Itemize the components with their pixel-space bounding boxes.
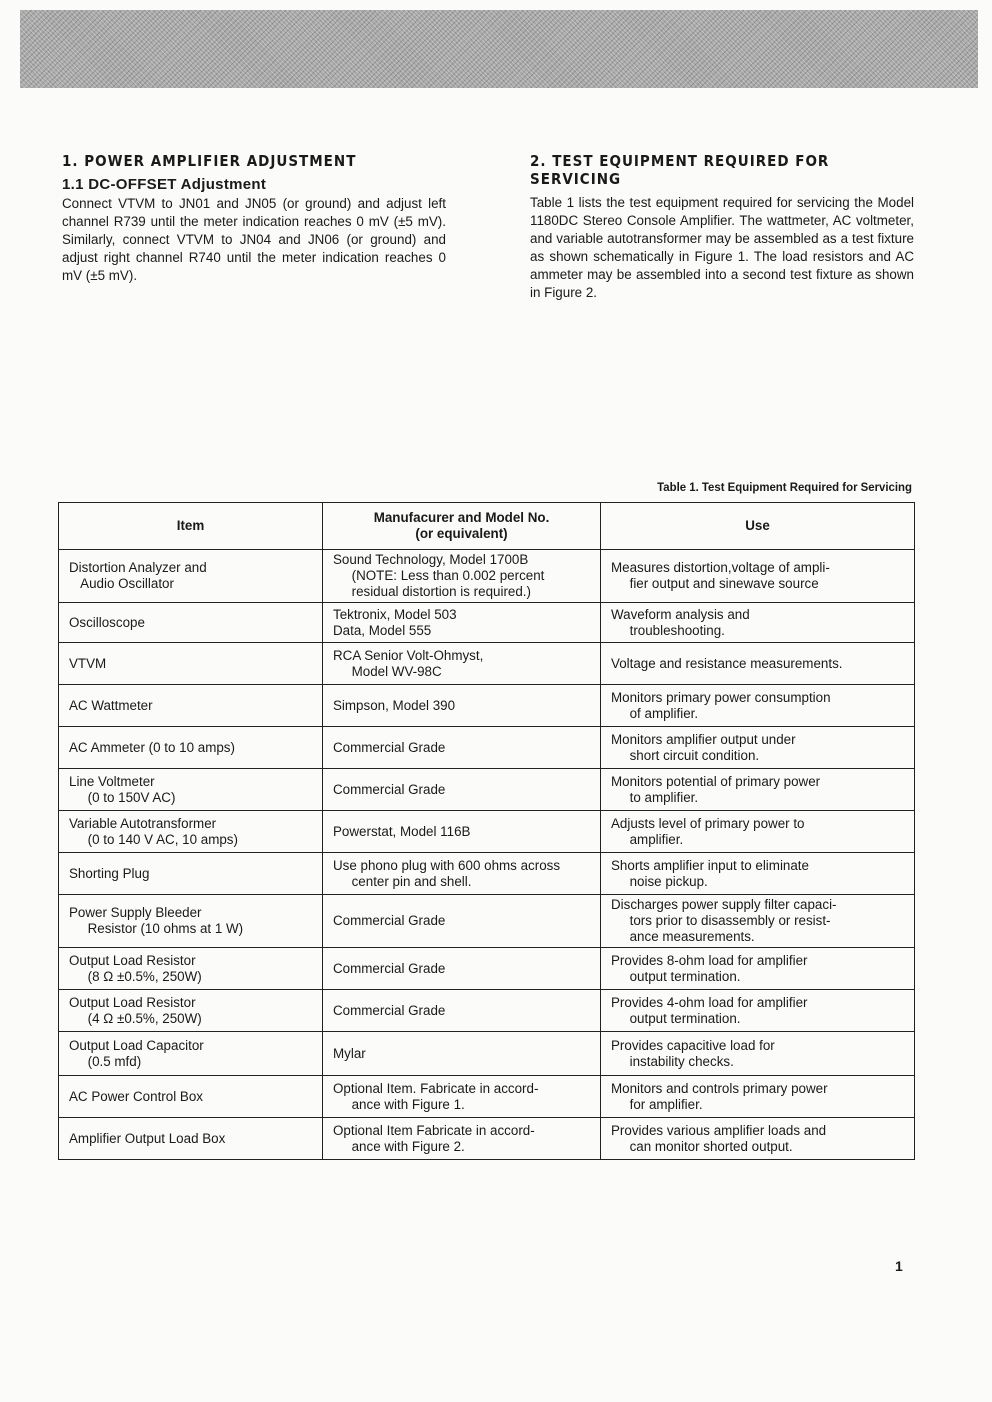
cell-use: Monitors primary power consumption of amplifier. (601, 685, 915, 727)
table-row (59, 990, 915, 1032)
section-1-heading: 1. POWER AMPLIFIER ADJUSTMENT (62, 152, 357, 170)
table-row (59, 811, 915, 853)
cell-use: Voltage and resistance measurements. (601, 643, 915, 685)
table-row (59, 853, 915, 895)
cell-item: Output Load Capacitor (0.5 mfd) (59, 1032, 323, 1076)
cell-item: AC Wattmeter (59, 685, 323, 727)
cell-manufacturer: Commercial Grade (323, 948, 601, 990)
cell-use: Discharges power supply filter capaci- tors prior to disassembly or resist- ance measurements. (601, 895, 915, 948)
cell-manufacturer: Simpson, Model 390 (323, 685, 601, 727)
cell-use: Monitors amplifier output under short circuit condition. (601, 727, 915, 769)
cell-item: Output Load Resistor (8 Ω ±0.5%, 250W) (59, 948, 323, 990)
cell-item: VTVM (59, 643, 323, 685)
cell-manufacturer: Optional Item Fabricate in accord- ance with Figure 2. (323, 1118, 601, 1160)
cell-item: Variable Autotransformer (0 to 140 V AC, 10 amps) (59, 811, 323, 853)
table-row (59, 603, 915, 643)
section-power-amplifier-adjustment (62, 152, 446, 285)
table-row (59, 727, 915, 769)
cell-use: Measures distortion,voltage of ampli- fier output and sinewave source (601, 550, 915, 603)
cell-item: Output Load Resistor (4 Ω ±0.5%, 250W) (59, 990, 323, 1032)
section-test-equipment (530, 152, 914, 302)
table-row (59, 685, 915, 727)
table-row (59, 769, 915, 811)
cell-manufacturer: Commercial Grade (323, 769, 601, 811)
cell-item: Shorting Plug (59, 853, 323, 895)
table-row (59, 1076, 915, 1118)
table-row (59, 643, 915, 685)
cell-use: Provides 4-ohm load for amplifier output termination. (601, 990, 915, 1032)
cell-item: AC Ammeter (0 to 10 amps) (59, 727, 323, 769)
cell-manufacturer: Powerstat, Model 116B (323, 811, 601, 853)
cell-manufacturer: Mylar (323, 1032, 601, 1076)
table-row (59, 550, 915, 603)
cell-item: Line Voltmeter (0 to 150V AC) (59, 769, 323, 811)
table-row (59, 1118, 915, 1160)
header-item: Item (59, 503, 323, 550)
test-equipment-table (58, 502, 915, 1160)
table-header-row (59, 503, 915, 550)
header-band (20, 10, 978, 88)
cell-item: Amplifier Output Load Box (59, 1118, 323, 1160)
cell-use: Monitors and controls primary power for amplifier. (601, 1076, 915, 1118)
section-1-1-subheading: 1.1 DC-OFFSET Adjustment (62, 176, 267, 193)
cell-manufacturer: Commercial Grade (323, 990, 601, 1032)
cell-manufacturer: Sound Technology, Model 1700B (NOTE: Less than 0.002 percent residual distortion is required.) (323, 550, 601, 603)
page-number: 1 (895, 1258, 903, 1274)
cell-manufacturer: Optional Item. Fabricate in accord- ance with Figure 1. (323, 1076, 601, 1118)
cell-use: Provides 8-ohm load for amplifier output termination. (601, 948, 915, 990)
table-caption: Table 1. Test Equipment Required for Servicing (657, 480, 912, 494)
cell-item: Distortion Analyzer and Audio Oscillator (59, 550, 323, 603)
cell-manufacturer: Use phono plug with 600 ohms across center pin and shell. (323, 853, 601, 895)
table-body (59, 550, 915, 1160)
section-1-1-body: Connect VTVM to JN01 and JN05 (or ground) and adjust left channel R739 until the meter indication reaches 0 mV (±5 mV). Similarly, connect VTVM to JN04 and JN06 (or ground) and adjust right channel R740 until the meter indication reaches 0 mV (±5 mV). (62, 196, 446, 283)
cell-use: Shorts amplifier input to eliminate noise pickup. (601, 853, 915, 895)
table-row (59, 1032, 915, 1076)
section-2-body: Table 1 lists the test equipment required for servicing the Model 1180DC Stereo Console Amplifier. The wattmeter, AC voltmeter, and variable autotransformer may be assembled as a test fixture as shown schematically in Figure 1. The load resistors and AC ammeter may be assembled into a second test fixture as shown in Figure 2. (530, 195, 914, 300)
cell-use: Monitors potential of primary power to amplifier. (601, 769, 915, 811)
table-row (59, 948, 915, 990)
cell-item: AC Power Control Box (59, 1076, 323, 1118)
cell-item: Oscilloscope (59, 603, 323, 643)
cell-use: Adjusts level of primary power to amplifier. (601, 811, 915, 853)
header-manufacturer: Manufacurer and Model No. (or equivalent) (323, 503, 601, 550)
cell-use: Waveform analysis and troubleshooting. (601, 603, 915, 643)
cell-manufacturer: RCA Senior Volt-Ohmyst, Model WV-98C (323, 643, 601, 685)
section-2-heading: 2. TEST EQUIPMENT REQUIRED FOR SERVICING (530, 152, 830, 188)
cell-manufacturer: Commercial Grade (323, 727, 601, 769)
header-use: Use (601, 503, 915, 550)
table-row (59, 895, 915, 948)
cell-use: Provides various amplifier loads and can monitor shorted output. (601, 1118, 915, 1160)
cell-manufacturer: Tektronix, Model 503 Data, Model 555 (323, 603, 601, 643)
cell-manufacturer: Commercial Grade (323, 895, 601, 948)
cell-item: Power Supply Bleeder Resistor (10 ohms at 1 W) (59, 895, 323, 948)
cell-use: Provides capacitive load for instability checks. (601, 1032, 915, 1076)
